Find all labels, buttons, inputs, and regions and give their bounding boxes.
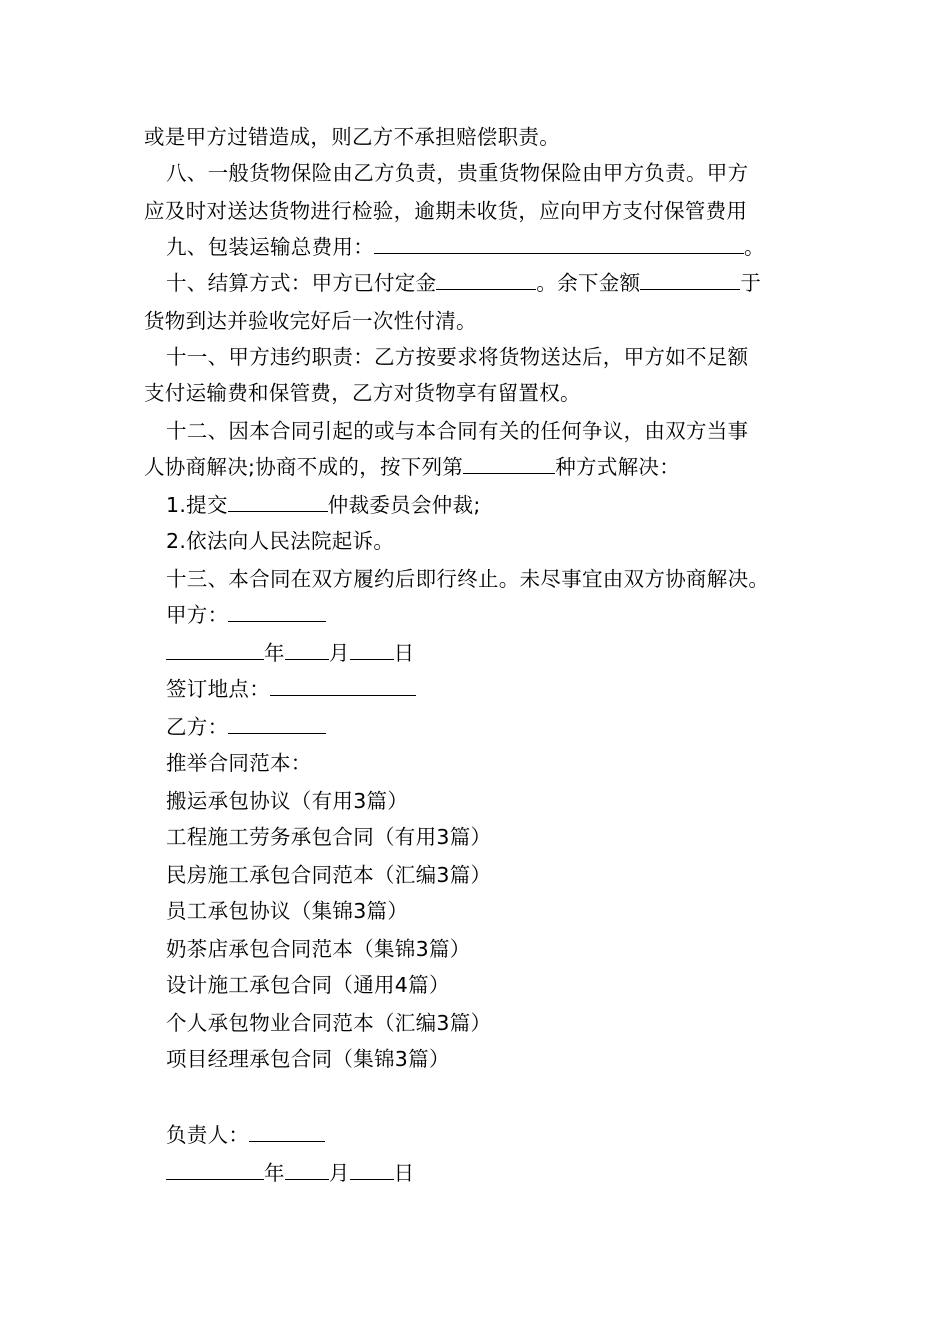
arbitration-blank xyxy=(228,491,328,512)
clause-11-line-2: 支付运输费和保管费，乙方对货物享有留置权。 xyxy=(144,381,581,405)
day-label: 日 xyxy=(393,641,415,665)
clause-10-line-2: 货物到达并验收完好后一次性付清。 xyxy=(144,309,477,333)
clause-8-line-1: 八、一般货物保险由乙方负责，贵重货物保险由甲方负责。甲方 xyxy=(166,161,749,185)
clause-9-label: 九、包装运输总费用： xyxy=(166,235,374,259)
party-a-line xyxy=(166,600,326,630)
responsible-blank xyxy=(249,1121,325,1142)
clause-9-end: 。 xyxy=(744,235,765,259)
year-blank xyxy=(166,1159,264,1180)
recommend-item[interactable]: 民房施工承包合同范本（汇编3篇） xyxy=(166,863,492,887)
fee-blank xyxy=(374,233,744,254)
date-line-2 xyxy=(166,1158,414,1188)
responsible-label: 负责人： xyxy=(166,1123,250,1147)
responsible-line xyxy=(166,1120,325,1150)
party-a-blank xyxy=(228,601,326,622)
clause-10-end: 于 xyxy=(740,271,762,295)
year-blank xyxy=(166,639,264,660)
year-label: 年 xyxy=(264,641,285,665)
sign-place-label: 签订地点： xyxy=(166,677,270,701)
clause-12-text-a: 人协商解决;协商不成的，按下列第 xyxy=(144,455,464,479)
clause-10-label: 十、结算方式：甲方已付定金 xyxy=(166,271,437,295)
clause-8-line-2: 应及时对送达货物进行检验，逾期未收货，应向甲方支付保管费用 xyxy=(144,199,748,223)
day-blank xyxy=(350,1159,394,1180)
recommend-item[interactable]: 搬运承包协议（有用3篇） xyxy=(166,789,409,813)
recommend-item[interactable]: 设计施工承包合同（通用4篇） xyxy=(166,973,450,997)
party-b-line xyxy=(166,712,326,742)
clause-13: 十三、本合同在双方履约后即行终止。未尽事宜由双方协商解决。 xyxy=(166,567,770,591)
clause-10-line-1 xyxy=(166,268,761,298)
clause-9 xyxy=(166,232,765,262)
month-blank xyxy=(285,1159,329,1180)
option-1 xyxy=(166,490,481,520)
clause-12-line-1: 十二、因本合同引起的或与本合同有关的任何争议，由双方当事 xyxy=(166,419,749,443)
method-number-blank xyxy=(463,453,555,474)
clause-12-line-2 xyxy=(144,452,680,482)
day-blank xyxy=(350,639,394,660)
recommend-title: 推举合同范本： xyxy=(166,751,312,775)
recommend-item[interactable]: 项目经理承包合同（集锦3篇） xyxy=(166,1047,450,1071)
deposit-blank xyxy=(436,269,536,290)
clause-7-end: 或是甲方过错造成，则乙方不承担赔偿职责。 xyxy=(144,125,560,149)
party-b-blank xyxy=(228,713,326,734)
recommend-item[interactable]: 奶茶店承包合同范本（集锦3篇） xyxy=(166,937,471,961)
recommend-item[interactable]: 个人承包物业合同范本（汇编3篇） xyxy=(166,1011,492,1035)
date-line-1 xyxy=(166,638,414,668)
sign-place-line xyxy=(166,674,416,704)
month-label: 月 xyxy=(328,641,350,665)
clause-11-line-1: 十一、甲方违约职责：乙方按要求将货物送达后，甲方如不足额 xyxy=(166,345,749,369)
party-a-label: 甲方： xyxy=(166,603,229,627)
recommend-item[interactable]: 工程施工劳务承包合同（有用3篇） xyxy=(166,825,492,849)
month-blank xyxy=(285,639,329,660)
month-label: 月 xyxy=(328,1161,350,1185)
option-1-text-b: 仲裁委员会仲裁; xyxy=(327,493,481,517)
party-b-label: 乙方： xyxy=(166,715,229,739)
clause-12-text-b: 种方式解决： xyxy=(555,455,681,479)
remaining-amount-blank xyxy=(640,269,740,290)
day-label: 日 xyxy=(393,1161,415,1185)
sign-place-blank xyxy=(270,675,416,696)
year-label: 年 xyxy=(264,1161,285,1185)
recommend-item[interactable]: 员工承包协议（集锦3篇） xyxy=(166,899,409,923)
option-1-text-a: 1.提交 xyxy=(166,493,228,517)
clause-10-mid: 。余下金额 xyxy=(536,271,641,295)
option-2: 2.依法向人民法院起诉。 xyxy=(166,529,395,553)
